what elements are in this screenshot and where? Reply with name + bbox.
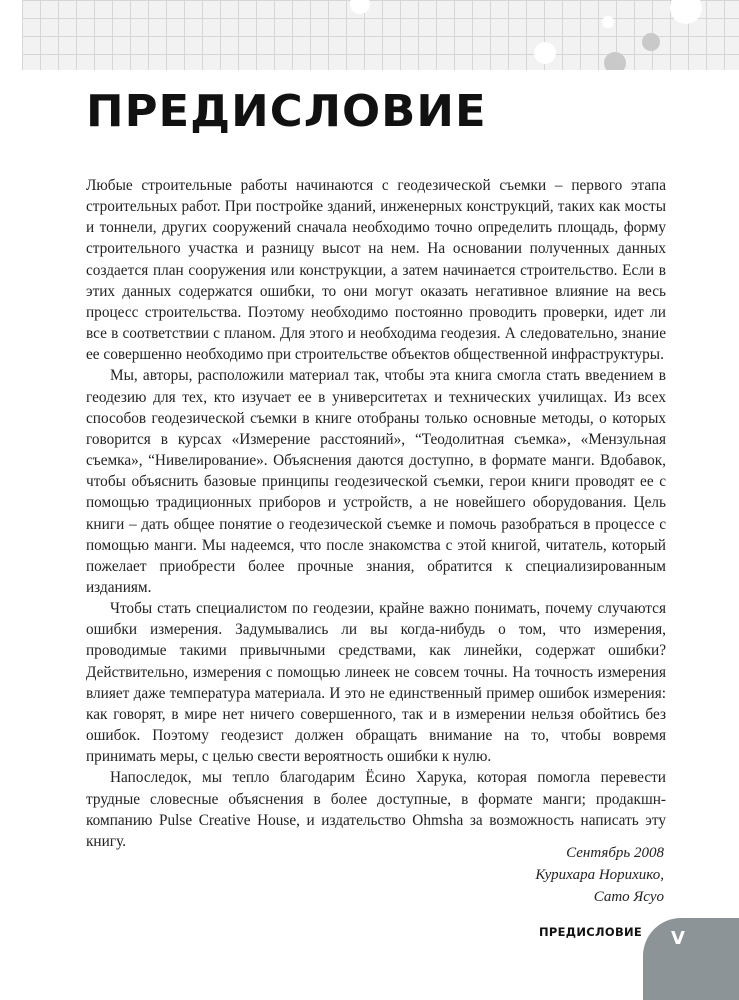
paragraph: Мы, авторы, расположили материал так, чтобы эта книга смогла стать введением в геодезию для тех, кто изучает ее в университетах и технических училищах. Из всех способов геодезической съемки в книге отобраны только основные методы, о которых говорится в курсах «Измерение расстояний», “Теодолитная съемка», «Мензульная съемка», “Нивелирование». Объяснения даются доступно, в формате манги. Вдобавок, чтобы объяснить базовые принципы геодезической съемки, герои книги проводят ее с помощью традиционных приборов и устройств, а не новейшего оборудования. Цель книги – дать общее понятие о геодезической съемке и помочь разобраться в процессе с помощью манги. Мы надеемся, что после знакомства с этой книгой, читатель, который пожелает приобрести более прочные знания, обратится к специализированным изданиям. xyxy=(86,367,666,596)
page-number: V xyxy=(671,928,685,949)
preface-body xyxy=(86,175,666,852)
running-footer-section-label: ПРЕДИСЛОВИЕ xyxy=(539,925,643,939)
decorative-circle xyxy=(604,52,626,70)
decorative-circle xyxy=(350,0,370,14)
paragraph: Напоследок, мы тепло благодарим Ёсино Харука, которая помогла перевести трудные словесные объяснения в более доступные, в формате манги; продакшн-компанию Pulse Creative House, и издательство Ohmsha за возможность написать эту книгу. xyxy=(86,769,666,850)
signature-author: Сато Ясуо xyxy=(593,889,664,905)
signature-author: Курихара Норихико, xyxy=(535,867,664,883)
paragraph: Чтобы стать специалистом по геодезии, крайне важно понимать, почему случаются ошибки измерения. Задумывались ли вы когда-нибудь о том, что измерения, проводимые такими привычными средствами, как линейки, содержат ошибки? Действительно, измерения с помощью линеек не совсем точны. На точность измерения влияет даже температура материала. И это не единственный пример ошибок измерения: как говорят, в мире нет ничего совершенного, так и в измерении нельзя обойтись без ошибок. Поэтому геодезист должен обращать внимание на то, чтобы вовремя принимать меры, с целью свести вероятность ошибки к нулю. xyxy=(86,600,666,766)
signature-date: Сентябрь 2008 xyxy=(566,845,664,861)
page-title: ПРЕДИСЛОВИЕ xyxy=(86,86,487,137)
decorative-circle xyxy=(670,0,702,24)
decorative-circle xyxy=(642,33,660,51)
paragraph: Любые строительные работы начинаются с геодезической съемки – первого этапа строительных работ. При постройке зданий, инженерных конструкций, таких как мосты и тоннели, других сооружений сначала необходимо точно определить площадь, форму строительного участка и разницу высот на нем. На основании полученных данных создается план сооружения или конструкции, а затем начинается строительство. Если в этих данных содержатся ошибки, то они могут оказать негативное влияние на весь процесс строительства. Поэтому необходимо постоянно проводить проверки, идет ли все в соответствии с планом. Для этого и необходима геодезия. А следовательно, знание ее совершенно необходимо при строительстве объектов общественной инфраструктуры. xyxy=(86,177,666,364)
header-grid-band xyxy=(22,0,739,70)
decorative-circle xyxy=(534,42,556,64)
decorative-circle xyxy=(602,16,614,28)
signature-block xyxy=(535,842,664,908)
page-number-tab xyxy=(643,918,739,1000)
